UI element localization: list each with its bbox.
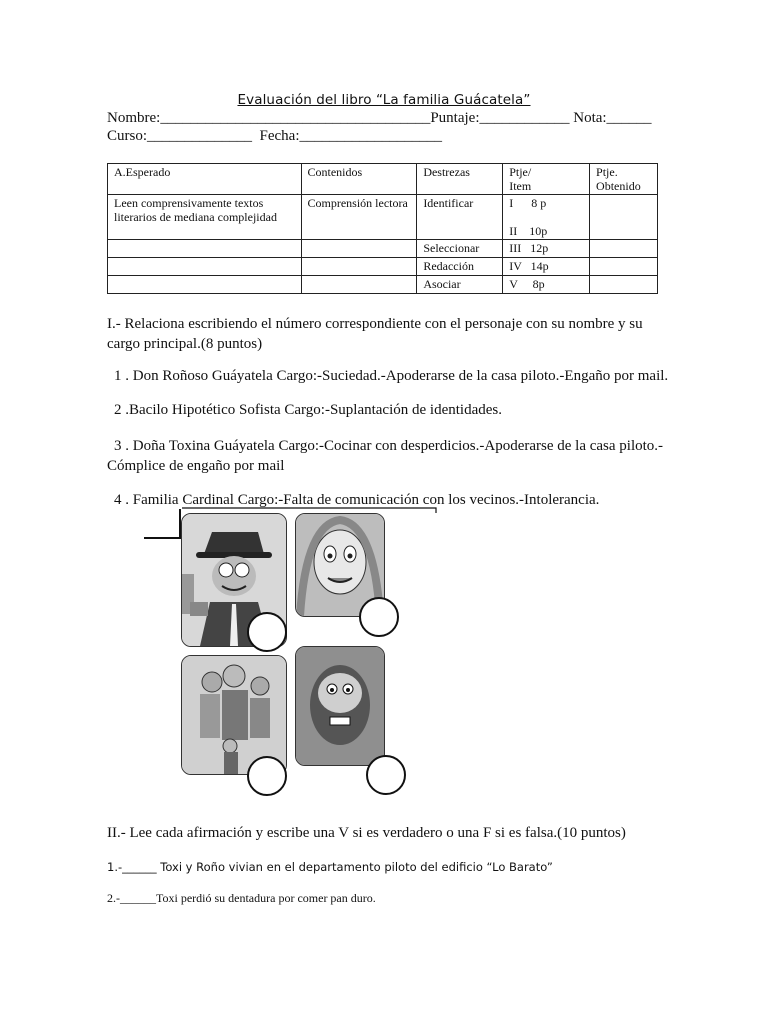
header-cell: A.Esperado <box>108 164 302 195</box>
table-cell: Leen comprensivamente textos literarios de mediana complejidad <box>108 195 302 240</box>
table-cell <box>590 276 658 294</box>
answer-circle[interactable] <box>247 756 287 796</box>
answer-circle[interactable] <box>366 755 406 795</box>
table-cell: III 12p <box>503 240 590 258</box>
page-title: Evaluación del libro “La familia Guácatela” <box>237 92 531 108</box>
list-item: 4 . Familia Cardinal Cargo:-Falta de comunicación con los vecinos.-Intolerancia. <box>114 492 600 508</box>
table-row <box>108 240 658 258</box>
table-cell <box>590 240 658 258</box>
table-cell <box>108 276 302 294</box>
table-cell: Identificar <box>417 195 503 240</box>
table-cell: Seleccionar <box>417 240 503 258</box>
table-row <box>108 276 658 294</box>
table-cell: I 8 p II 10p <box>503 195 590 240</box>
table-cell: Asociar <box>417 276 503 294</box>
list-item: 1 . Don Roñoso Guáyatela Cargo:-Suciedad.-Apoderarse de la casa piloto.-Engaño por mail. <box>114 368 669 384</box>
course-date-line: Curso:______________ Fecha:___________________ <box>107 128 442 144</box>
character-image-bearded-man <box>295 646 385 766</box>
name-score-line: Nombre:____________________________________Puntaje:____________ Nota:______ <box>107 110 652 126</box>
answer-circle[interactable] <box>247 612 287 652</box>
table-cell: Comprensión lectora <box>301 195 417 240</box>
list-item: 3 . Doña Toxina Guáyatela Cargo:-Cocinar con desperdicios.-Apoderarse de la casa piloto.- Cómplice de engaño por mail <box>107 438 664 474</box>
table-cell <box>301 258 417 276</box>
section1-heading: I.- Relaciona escribiendo el número correspondiente con el personaje con su nombre y su cargo principal.(8 puntos) <box>107 316 643 352</box>
table-cell <box>108 240 302 258</box>
table-cell <box>590 258 658 276</box>
answer-circle[interactable] <box>359 597 399 637</box>
table-cell <box>108 258 302 276</box>
rubric-table <box>107 163 658 294</box>
table-row <box>108 258 658 276</box>
table-cell <box>590 195 658 240</box>
list-item: 2 .Bacilo Hipotético Sofista Cargo:-Suplantación de identidades. <box>114 402 502 418</box>
header-cell: Ptje. Obtenido <box>590 164 658 195</box>
header-cell: Contenidos <box>301 164 417 195</box>
table-cell: Redacción <box>417 258 503 276</box>
section2-heading: II.- Lee cada afirmación y escribe una V si es verdadero o una F si es falsa.(10 puntos) <box>107 825 626 841</box>
table-cell <box>301 240 417 258</box>
table-cell: IV 14p <box>503 258 590 276</box>
list-item: 2.-______Toxi perdió su dentadura por comer pan duro. <box>107 891 376 905</box>
rubric-header-row <box>108 164 658 195</box>
header-cell: Ptje/ Item <box>503 164 590 195</box>
table-row <box>108 195 658 240</box>
header-cell: Destrezas <box>417 164 503 195</box>
table-cell <box>301 276 417 294</box>
list-item: 1.-______ Toxi y Roño vivian en el departamento piloto del edificio “Lo Barato” <box>107 860 553 874</box>
table-cell: V 8p <box>503 276 590 294</box>
